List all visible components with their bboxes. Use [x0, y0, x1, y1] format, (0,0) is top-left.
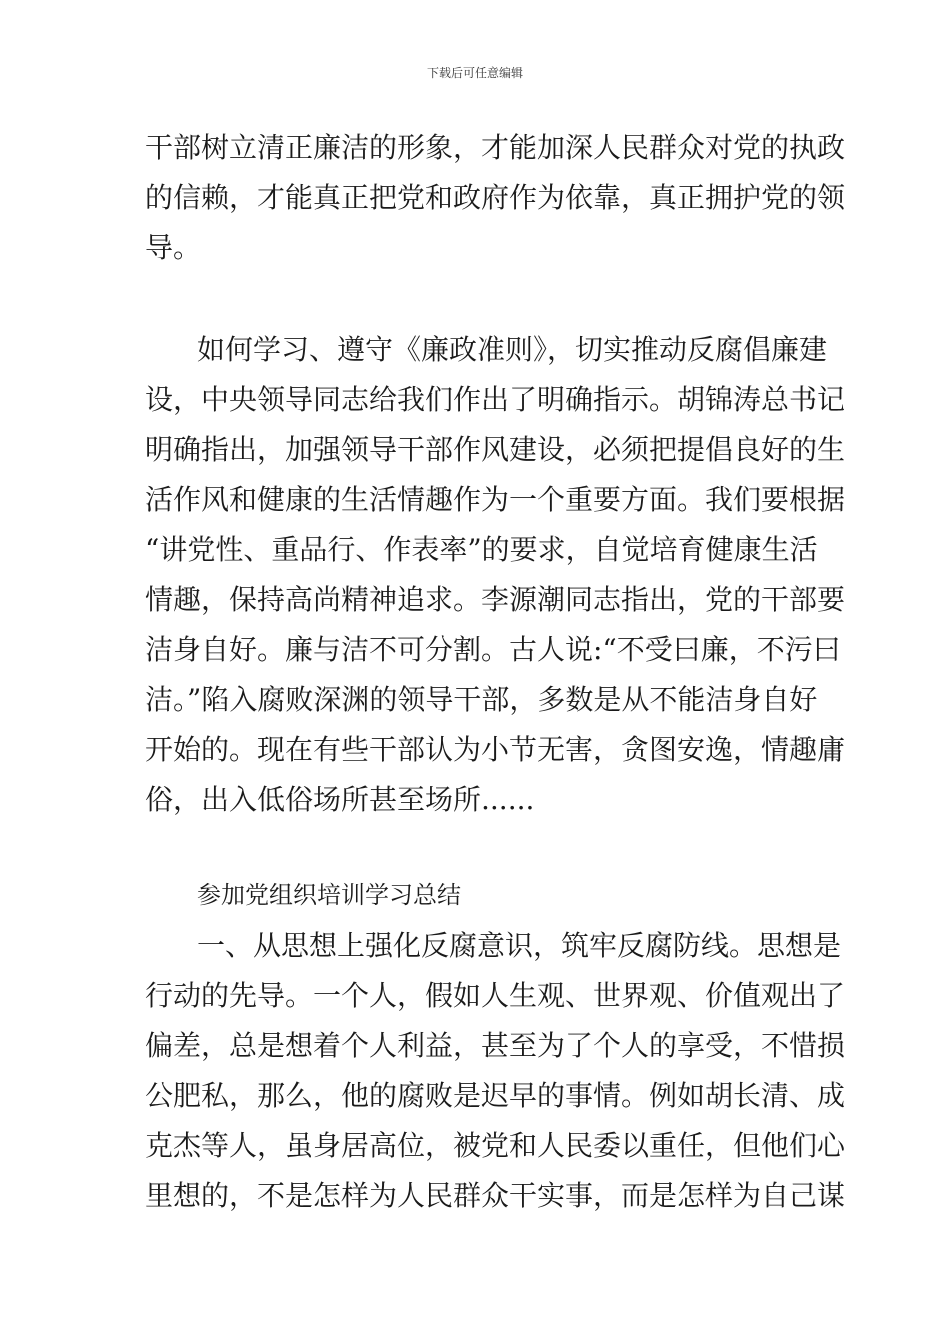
text-line: 情趣，保持高尚精神追求。李源潮同志指出，党的干部要: [145, 583, 846, 616]
text-line: 里想的，不是怎样为人民群众干实事，而是怎样为自己谋: [145, 1179, 846, 1212]
section-title: 参加党组织培训学习总结: [197, 881, 461, 909]
text-line: 行动的先导。一个人，假如人生观、世界观、价值观出了: [145, 979, 846, 1012]
text-line: 导。: [145, 231, 202, 264]
text-line: 克杰等人，虽身居高位，被党和人民委以重任，但他们心: [145, 1129, 846, 1162]
text-line: 一、从思想上强化反腐意识，筑牢反腐防线。思想是: [197, 929, 842, 962]
text-line: 洁身自好。廉与洁不可分割。古人说:“不受曰廉，不污曰: [145, 633, 841, 666]
text-line: 偏差，总是想着个人利益，甚至为了个人的享受，不惜损: [145, 1029, 846, 1062]
text-line: 如何学习、遵守《廉政准则》，切实推动反腐倡廉建: [197, 333, 828, 366]
text-line: 俗，出入低俗场所甚至场所......: [145, 783, 535, 816]
text-line: “讲党性、重品行、作表率”的要求，自觉培育健康生活: [145, 533, 818, 566]
text-line: 明确指出，加强领导干部作风建设，必须把提倡良好的生: [145, 433, 846, 466]
text-line: 公肥私，那么，他的腐败是迟早的事情。例如胡长清、成: [145, 1079, 846, 1112]
text-line: 的信赖，才能真正把党和政府作为依靠，真正拥护党的领: [145, 181, 846, 214]
text-line: 干部树立清正廉洁的形象，才能加深人民群众对党的执政: [145, 131, 846, 164]
text-line: 活作风和健康的生活情趣作为一个重要方面。我们要根据: [145, 483, 846, 516]
text-line: 洁。”陷入腐败深渊的领导干部，多数是从不能洁身自好: [145, 683, 818, 716]
page-header-note: 下载后可任意编辑: [426, 66, 523, 80]
text-line: 设，中央领导同志给我们作出了明确指示。胡锦涛总书记: [145, 383, 846, 416]
text-line: 开始的。现在有些干部认为小节无害，贪图安逸，情趣庸: [145, 733, 846, 766]
